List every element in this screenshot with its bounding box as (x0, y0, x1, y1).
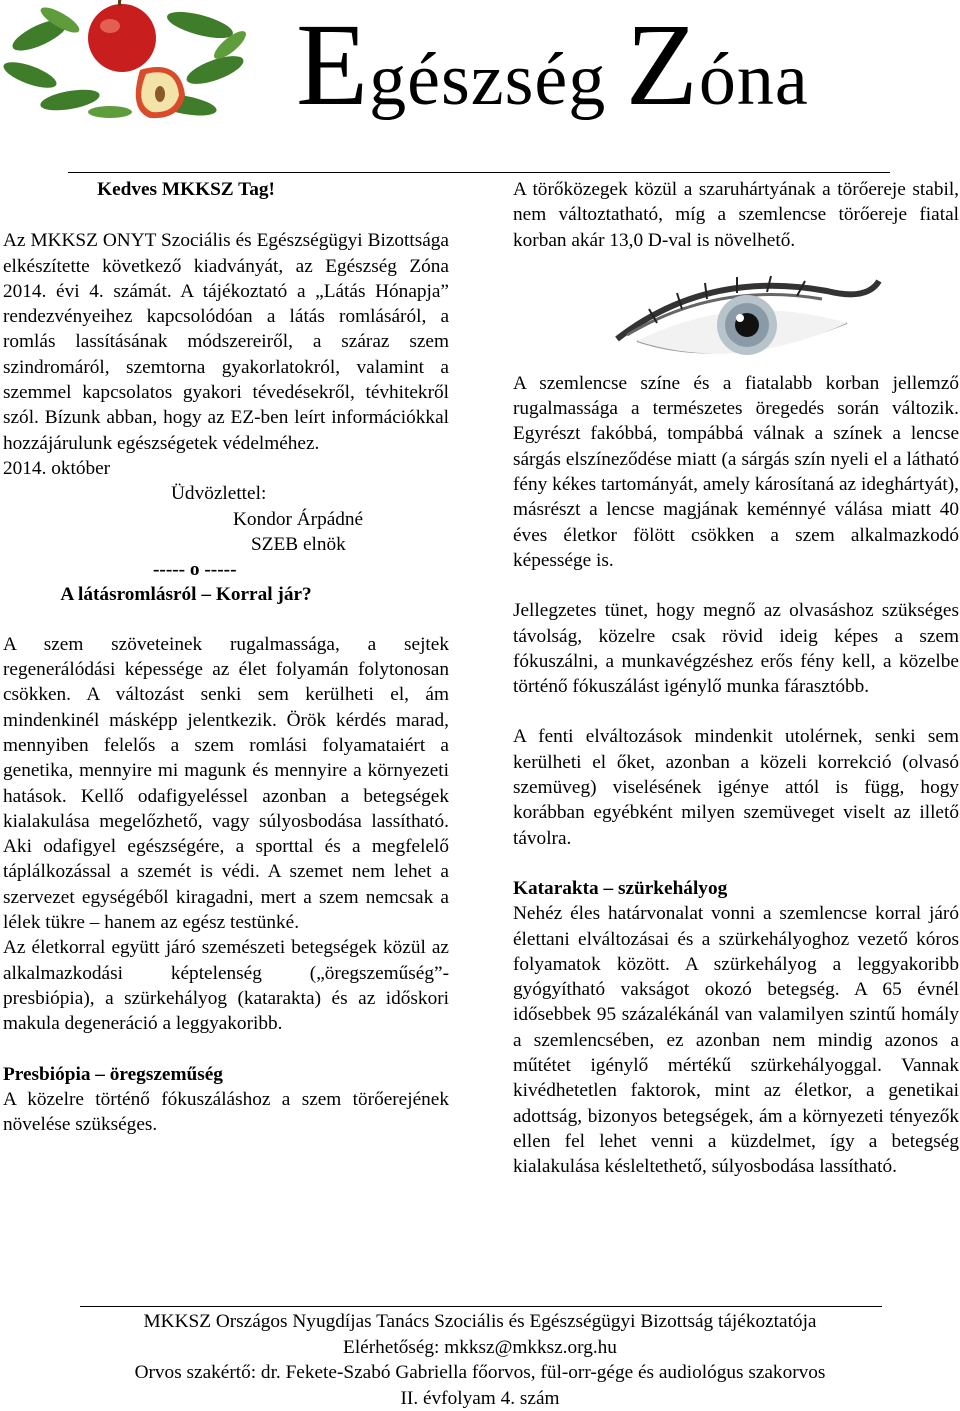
top-divider (68, 172, 890, 173)
footer-line-1: MKKSZ Országos Nyugdíjas Tanács Szociális és Egészségügyi Bizottság tájékoztatója (143, 1311, 817, 1332)
article-title: A látásromlásról – Korral jár? (60, 584, 312, 606)
cataract-heading: Katarakta – szürkehályog (513, 877, 728, 899)
footer-line-3: Orvos szakértő: dr. Fekete-Szabó Gabriella főorvos, fül-orr-gége és audiológus szakorvos (134, 1362, 826, 1383)
intro-paragraph: Az MKKSZ ONYT Szociális és Egészségügyi Bizottsága elkészítette következő kiadványát, az Egészség Zóna 2014. évi 4. számát. A tájékoztató a „Látás Hónapja” rendezvényeihez kapcsolódóan a látás romlásáról, a romlás lassításának módszereiről, a száraz szem szindromáról, szemtorna gyakorlatokról, valamint a szemmel kapcsolatos gyakori tévedésekről, tévhitekről szól. Bízunk abban, hogy az EZ-ben leírt információkkal hozzájárulunk egészségetek védelméhez. (3, 230, 449, 454)
article-paragraph-1: A szem szöveteinek rugalmassága, a sejtek regenerálódási képessége az élet folyamán folytonosan csökken. A változást senki sem kerülheti el, ám mindenkinél másképp jelentkezik. Örök kérdés marad, mennyiben felelős a szem romlási folyamataiért a genetika, mennyire mi magunk és mennyire a környezeti hatások. Kellő odafigyeléssel azonban a betegségek kialakulása megelőzhető, vagy súlyosbodása lassítható. Aki odafigyel egészségére, a sporttal és a megfelelő táplálkozással a szemét is védi. A szemet nem lehet a szervezet egységéből kiragadni, mert a szem nemcsak a lélek tükre – hanem az egész testünké. (3, 633, 449, 934)
right-paragraph-1: A törőközegek közül a szaruhártyának a törőereje stabil, nem változtatható, míg a szemlencse törőereje fiatal korban akár 13,0 D-val is növelhető. (513, 179, 959, 251)
section-separator: ----- o ----- (153, 559, 237, 581)
date-line: 2014. október (3, 457, 111, 479)
right-paragraph-4: A fenti elváltozások mindenkit utolérnek, senki sem kerülheti el őket, azonban a közeli korrekció (olvasó szemüveg) viselésének igénye attól is függ, hogy korábban egyébként milyen szemüveget viselt az illető távolra. (513, 726, 959, 849)
right-paragraph-2: A szemlencse színe és a fiatalabb korban jellemző rugalmassága a természetes öregedés során változik. Egyrészt fakóbbá, tompábbá válnak a színek a lencse sárgás elszíneződése miatt (a sárgás szín nyeli el a látható fény kékes tartományát, amely károsítaná az ideghártyát), másrészt a lencse magjának keménnyé válása miatt 40 éves életkor fölött csökken a szem alkalmazkodó képessége is. (513, 372, 959, 571)
signature-name: Kondor Árpádné (233, 508, 364, 530)
right-paragraph-3: Jellegzetes tünet, hogy megnő az olvasáshoz szükséges távolság, közelre csak rövid ideig képes a szem fókuszálni, a munkavégzéshez erős fény kell, a közelbe történő fókuszálást igénylő munka fárasztóbb. (513, 600, 959, 698)
signature-role: SZEB elnök (251, 533, 346, 555)
greeting: Kedves MKKSZ Tag! (97, 179, 275, 200)
footer (0, 1309, 960, 1411)
publication-title: Egészség Zóna (296, 0, 809, 130)
footer-issue: II. évfolyam 4. szám (400, 1387, 560, 1409)
eye-illustration (597, 261, 887, 371)
footer-contact: Elérhetőség: mkksz@mkksz.org.hu (343, 1336, 617, 1358)
right-column (513, 177, 959, 1180)
presbyopia-text: A közelre történő fókuszáláshoz a szem törőerejének növelése szükséges. (3, 1088, 449, 1136)
bottom-divider (80, 1306, 882, 1307)
signature-greeting: Üdvözlettel: (171, 483, 267, 505)
presbyopia-heading: Presbiópia – öregszeműség (3, 1063, 223, 1085)
article-paragraph-2: Az életkorral együtt járó szemészeti betegségek közül az alkalmazkodási képtelenség („öregszeműség”-presbiópia), a szürkehályog (katarakta) és az időskori makula degeneráció a leggyakoribb. (3, 937, 449, 1035)
cataract-text: Nehéz éles határvonalat vonni a szemlencse korral járó élettani elváltozásai és a szürkehályoghoz vezető kóros folyamatok között. A szürkehályog a leggyakoribb gyógyítható vakságot okozó betegség. A 65 évnél idősebbek 95 százalékánál van valamilyen szintű homály a szemlencsében, ez azonban nem mindig azonos a műtétet igénylő mértékű szürkehályoggal. Vannak kivédhetetlen faktorok, mint az életkor, a genetikai adottság, bizonyos betegségek, ám a környezeti tényezők ellen fel lehet venni a küzdelmet, így a betegség kialakulása késleltethető, súlyosbodása lassítható. (513, 903, 959, 1178)
left-column (3, 177, 449, 1137)
apple-illustration (0, 0, 248, 122)
